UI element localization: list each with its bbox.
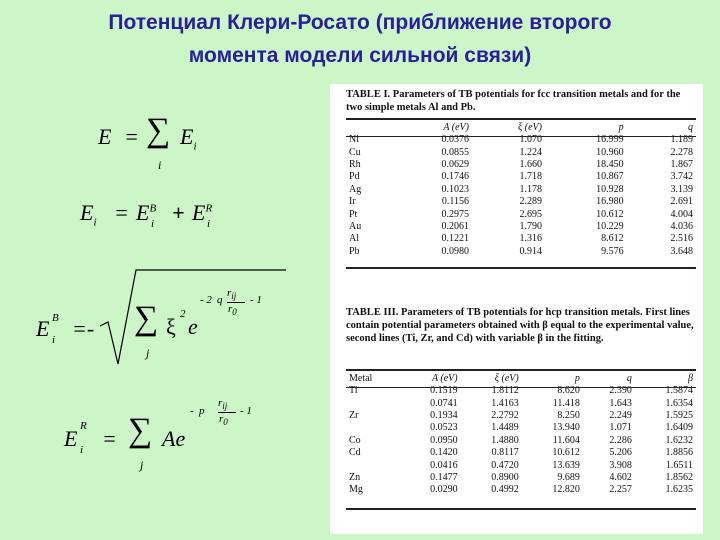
paper-excerpt — [330, 84, 703, 534]
table3-cell: 1.8856 — [665, 447, 693, 459]
table3-cell: 1.5874 — [665, 385, 693, 397]
formula-lhs: E — [64, 426, 78, 451]
table1-header-cell: A (eV) — [443, 122, 469, 133]
table3-cell: 0.0950 — [430, 434, 458, 446]
table1-cell: 1.790 — [519, 220, 542, 232]
table3-cell: 1.6409 — [665, 422, 693, 434]
table3-cell — [346, 459, 400, 471]
table1-cell: Rh — [349, 158, 361, 170]
table1-row — [346, 184, 696, 196]
exp-base: e — [188, 314, 198, 339]
table3-cell: 0.4720 — [491, 459, 519, 471]
exp-ratio-den: $r_0$ — [228, 303, 237, 318]
table1-cell: 0.0855 — [441, 146, 469, 158]
table3-cell: 11.418 — [552, 397, 580, 409]
table3-row — [346, 459, 696, 471]
table3-cell: 1.643 — [609, 397, 632, 409]
table3-cell: 13.940 — [552, 422, 580, 434]
table3-cell: Mg — [349, 484, 363, 496]
table3-header-cell: β — [688, 373, 693, 384]
table3-cell: 9.689 — [557, 471, 580, 483]
table1-cell: Pb — [349, 245, 360, 257]
table3-cell: 1.8562 — [665, 471, 693, 483]
table1-cell: 3.742 — [670, 171, 693, 183]
exp-p: p — [199, 405, 205, 417]
table1 — [346, 121, 696, 258]
table3-cell: 1.4163 — [491, 397, 519, 409]
table1-row — [346, 171, 696, 183]
table3-row — [346, 484, 696, 496]
table3-cell: 1.6511 — [665, 459, 693, 471]
table3-cell: Cd — [349, 447, 361, 459]
table1-cell: 10.229 — [596, 220, 624, 232]
table1-row — [346, 246, 696, 258]
table1-cell: 10.960 — [596, 146, 624, 158]
table1-cell: 3.648 — [670, 245, 693, 257]
table1-cell: 1.867 — [670, 158, 693, 170]
table1-header-cell — [346, 121, 390, 134]
table1-cell: Au — [349, 220, 362, 232]
table3-cell: 1.6354 — [665, 397, 693, 409]
xi-sup: 2 — [180, 308, 186, 320]
table3-row — [346, 410, 696, 422]
formula-lhs: E — [98, 124, 112, 149]
table1-row — [346, 146, 696, 158]
table1-cell: 1.189 — [670, 134, 693, 146]
table3-cell: 12.820 — [552, 484, 580, 496]
table1-cell: Ni — [349, 134, 359, 146]
table3-cell: 2.2792 — [491, 409, 519, 421]
table1-cell: Ag — [349, 183, 362, 195]
table1-cell: 2.278 — [670, 146, 693, 158]
table3-cell: 11.604 — [552, 434, 580, 446]
exp-prefix: - 2 — [200, 294, 212, 306]
table1-cell: 1.178 — [519, 183, 542, 195]
table3-header-cell: ξ (eV) — [494, 373, 519, 384]
table3-cell: 10.612 — [552, 447, 580, 459]
table1-cell: 0.1156 — [441, 196, 469, 208]
table3-cell: 5.206 — [609, 447, 632, 459]
band-term-sub: i — [151, 218, 155, 230]
table3-cell: 4.602 — [609, 471, 632, 483]
table1-cell: 16.999 — [596, 134, 624, 146]
table3-cell: 1.6232 — [665, 434, 693, 446]
slide-title-line-1: Потенциал Клери-Росато (приближение второго — [108, 11, 612, 34]
table1-cell: 3.139 — [670, 183, 693, 195]
sum-symbol: ∑ — [134, 300, 159, 337]
table3-cell: 1.4880 — [491, 434, 519, 446]
exp-ratio-num: $r_{ij}$ — [227, 287, 237, 302]
table1-cell: 1.718 — [519, 171, 542, 183]
sum-index: j — [140, 458, 144, 472]
table3-cell: 0.1477 — [430, 471, 458, 483]
table1-row — [346, 208, 696, 220]
table1-cell: 1.316 — [519, 233, 542, 245]
table3-header-cell: A (eV) — [431, 373, 458, 384]
table1-cell: 10.612 — [596, 208, 624, 220]
exp-minus-one: - 1 — [240, 405, 252, 417]
sum-symbol: ∑ — [146, 112, 171, 149]
table1-cell: 0.914 — [519, 245, 542, 257]
formula-equals: = — [102, 426, 117, 451]
table3-cell: 1.8112 — [491, 385, 519, 397]
exp-q: q — [217, 294, 223, 306]
table1-cell: 10.928 — [596, 183, 624, 195]
lhs-sup: R — [80, 420, 87, 432]
table3-header-cell: q — [626, 373, 632, 384]
table3-cell: 2.257 — [609, 484, 632, 496]
table1-cell: 9.576 — [601, 245, 624, 257]
table1-cell: 4.004 — [670, 208, 693, 220]
table3 — [346, 372, 696, 497]
exp-prefix: - — [190, 405, 194, 417]
table1-cell: 0.2061 — [441, 220, 469, 232]
table3-caption: TABLE III. Parameters of TB potentials for hcp transition metals. First lines contain potential parameters obtained with β equal to the experimental value, second lines (Ti, Zr, and Cd) with variable β in the fitting. — [346, 307, 694, 344]
table1-row — [346, 196, 696, 208]
table3-cell — [346, 422, 400, 434]
table3-cell — [346, 397, 400, 409]
table1-header-row — [346, 121, 696, 134]
table3-cell: 1.4489 — [491, 422, 519, 434]
slide-title-line-2: момента модели сильной связи) — [188, 44, 532, 67]
table3-cell: 0.4992 — [491, 484, 519, 496]
table3-row — [346, 447, 696, 459]
table3-top-rule — [346, 369, 696, 371]
exp-ratio-num: $r_{ij}$ — [218, 397, 228, 412]
table3-header-cell: Metal — [349, 373, 373, 384]
table1-cell: 1.660 — [519, 158, 542, 170]
exp-ratio-den: $r_0$ — [219, 413, 228, 428]
table1-bottom-rule — [346, 267, 696, 269]
table1-cell: 0.1746 — [441, 171, 469, 183]
table1-cell: 4.036 — [670, 220, 693, 232]
sum-index: i — [158, 158, 162, 172]
table3-header-cell: p — [574, 373, 580, 384]
table3-cell: Zn — [349, 471, 361, 483]
exp-minus-one: - 1 — [250, 294, 262, 306]
table1-row — [346, 221, 696, 233]
table3-cell: 0.1519 — [430, 385, 458, 397]
table1-cell: 2.516 — [670, 233, 693, 245]
table3-cell: 0.8117 — [491, 447, 519, 459]
table3-cell: 1.6235 — [665, 484, 693, 496]
formula-equals: = — [114, 200, 129, 225]
table1-cell: 0.0980 — [441, 245, 469, 257]
formula-rep-term: $E^R$ — [192, 200, 213, 225]
lhs-sub: i — [80, 444, 84, 456]
table1-cell: 0.1221 — [441, 233, 469, 245]
table3-cell: Zr — [349, 409, 359, 421]
table3-cell: 0.8900 — [491, 471, 519, 483]
sum-symbol: ∑ — [128, 412, 153, 449]
table3-cell: 0.0416 — [430, 459, 458, 471]
table1-cell: 1.224 — [519, 146, 542, 158]
table1-cell: Ir — [349, 196, 356, 208]
table1-cell: 16.980 — [596, 196, 624, 208]
table3-cell: 3.908 — [609, 459, 632, 471]
table3-cell: 2.286 — [609, 434, 632, 446]
table1-top-rule — [346, 118, 696, 120]
table1-cell: 0.0629 — [441, 158, 469, 170]
table1-cell: Cu — [349, 146, 361, 158]
table1-row — [346, 233, 696, 245]
table3-cell: 0.0290 — [430, 484, 458, 496]
lhs-sup: B — [52, 312, 59, 324]
table3-row — [346, 422, 696, 434]
table3-cell: 2.390 — [609, 385, 632, 397]
table1-header-cell: ξ (eV) — [518, 122, 542, 133]
sum-index: j — [146, 346, 150, 360]
table1-cell: 1.070 — [519, 134, 542, 146]
table3-row — [346, 472, 696, 484]
lhs-sub: i — [52, 334, 56, 346]
table1-cell: 2.695 — [519, 208, 542, 220]
table1-row — [346, 159, 696, 171]
table3-row — [346, 435, 696, 447]
table1-cell: 2.289 — [519, 196, 542, 208]
formula-equals: =- — [72, 316, 95, 341]
table1-cell: 0.1023 — [441, 183, 469, 195]
table1-header-cell: q — [688, 122, 693, 133]
table3-cell: 2.249 — [609, 409, 632, 421]
table3-bottom-rule — [346, 508, 696, 510]
table1-header-rule — [346, 136, 696, 137]
formula-equals: = — [124, 124, 139, 149]
table1-cell: Pd — [349, 171, 360, 183]
table3-header-rule — [346, 387, 696, 388]
formula-plus: + — [172, 200, 185, 225]
table3-cell: Co — [349, 434, 361, 446]
table3-cell: Ti — [349, 385, 358, 397]
xi-symbol: ξ — [166, 314, 176, 339]
table3-cell: 0.1934 — [430, 409, 458, 421]
table1-cell: 2.691 — [670, 196, 693, 208]
table3-header-row — [346, 372, 696, 385]
table3-row — [346, 397, 696, 409]
table3-cell: 0.1420 — [430, 447, 458, 459]
table1-cell: 8.612 — [601, 233, 624, 245]
table1-cell: 18.450 — [596, 158, 624, 170]
table1-header-cell: p — [618, 122, 624, 133]
formula-lhs: E — [36, 316, 50, 341]
formula-lhs: $E_i$ — [80, 200, 97, 229]
table3-cell: 1.5925 — [665, 409, 693, 421]
table3-cell: 8.620 — [557, 385, 580, 397]
formula-band-term: $E^B$ — [136, 200, 157, 225]
table3-cell: 0.0523 — [430, 422, 458, 434]
table3-cell: 1.071 — [609, 422, 632, 434]
table3-cell: 0.0741 — [430, 397, 458, 409]
table3-cell: 8.250 — [557, 409, 580, 421]
table1-cell: Pt — [349, 208, 358, 220]
slide-title — [0, 6, 720, 72]
formula-term: $E_i$ — [180, 124, 197, 153]
table1-cell: Al — [349, 233, 359, 245]
table1-caption: TABLE I. Parameters of TB potentials for fcc transition metals and for the two simple metals Al and Pb. — [346, 89, 681, 113]
table1-cell: 10.867 — [596, 171, 624, 183]
rep-term-sub: i — [207, 218, 211, 230]
formula-term: Ae — [162, 426, 186, 451]
table1-cell: 0.2975 — [441, 208, 469, 220]
table1-cell: 0.0376 — [441, 134, 469, 146]
table3-cell: 13.639 — [552, 459, 580, 471]
